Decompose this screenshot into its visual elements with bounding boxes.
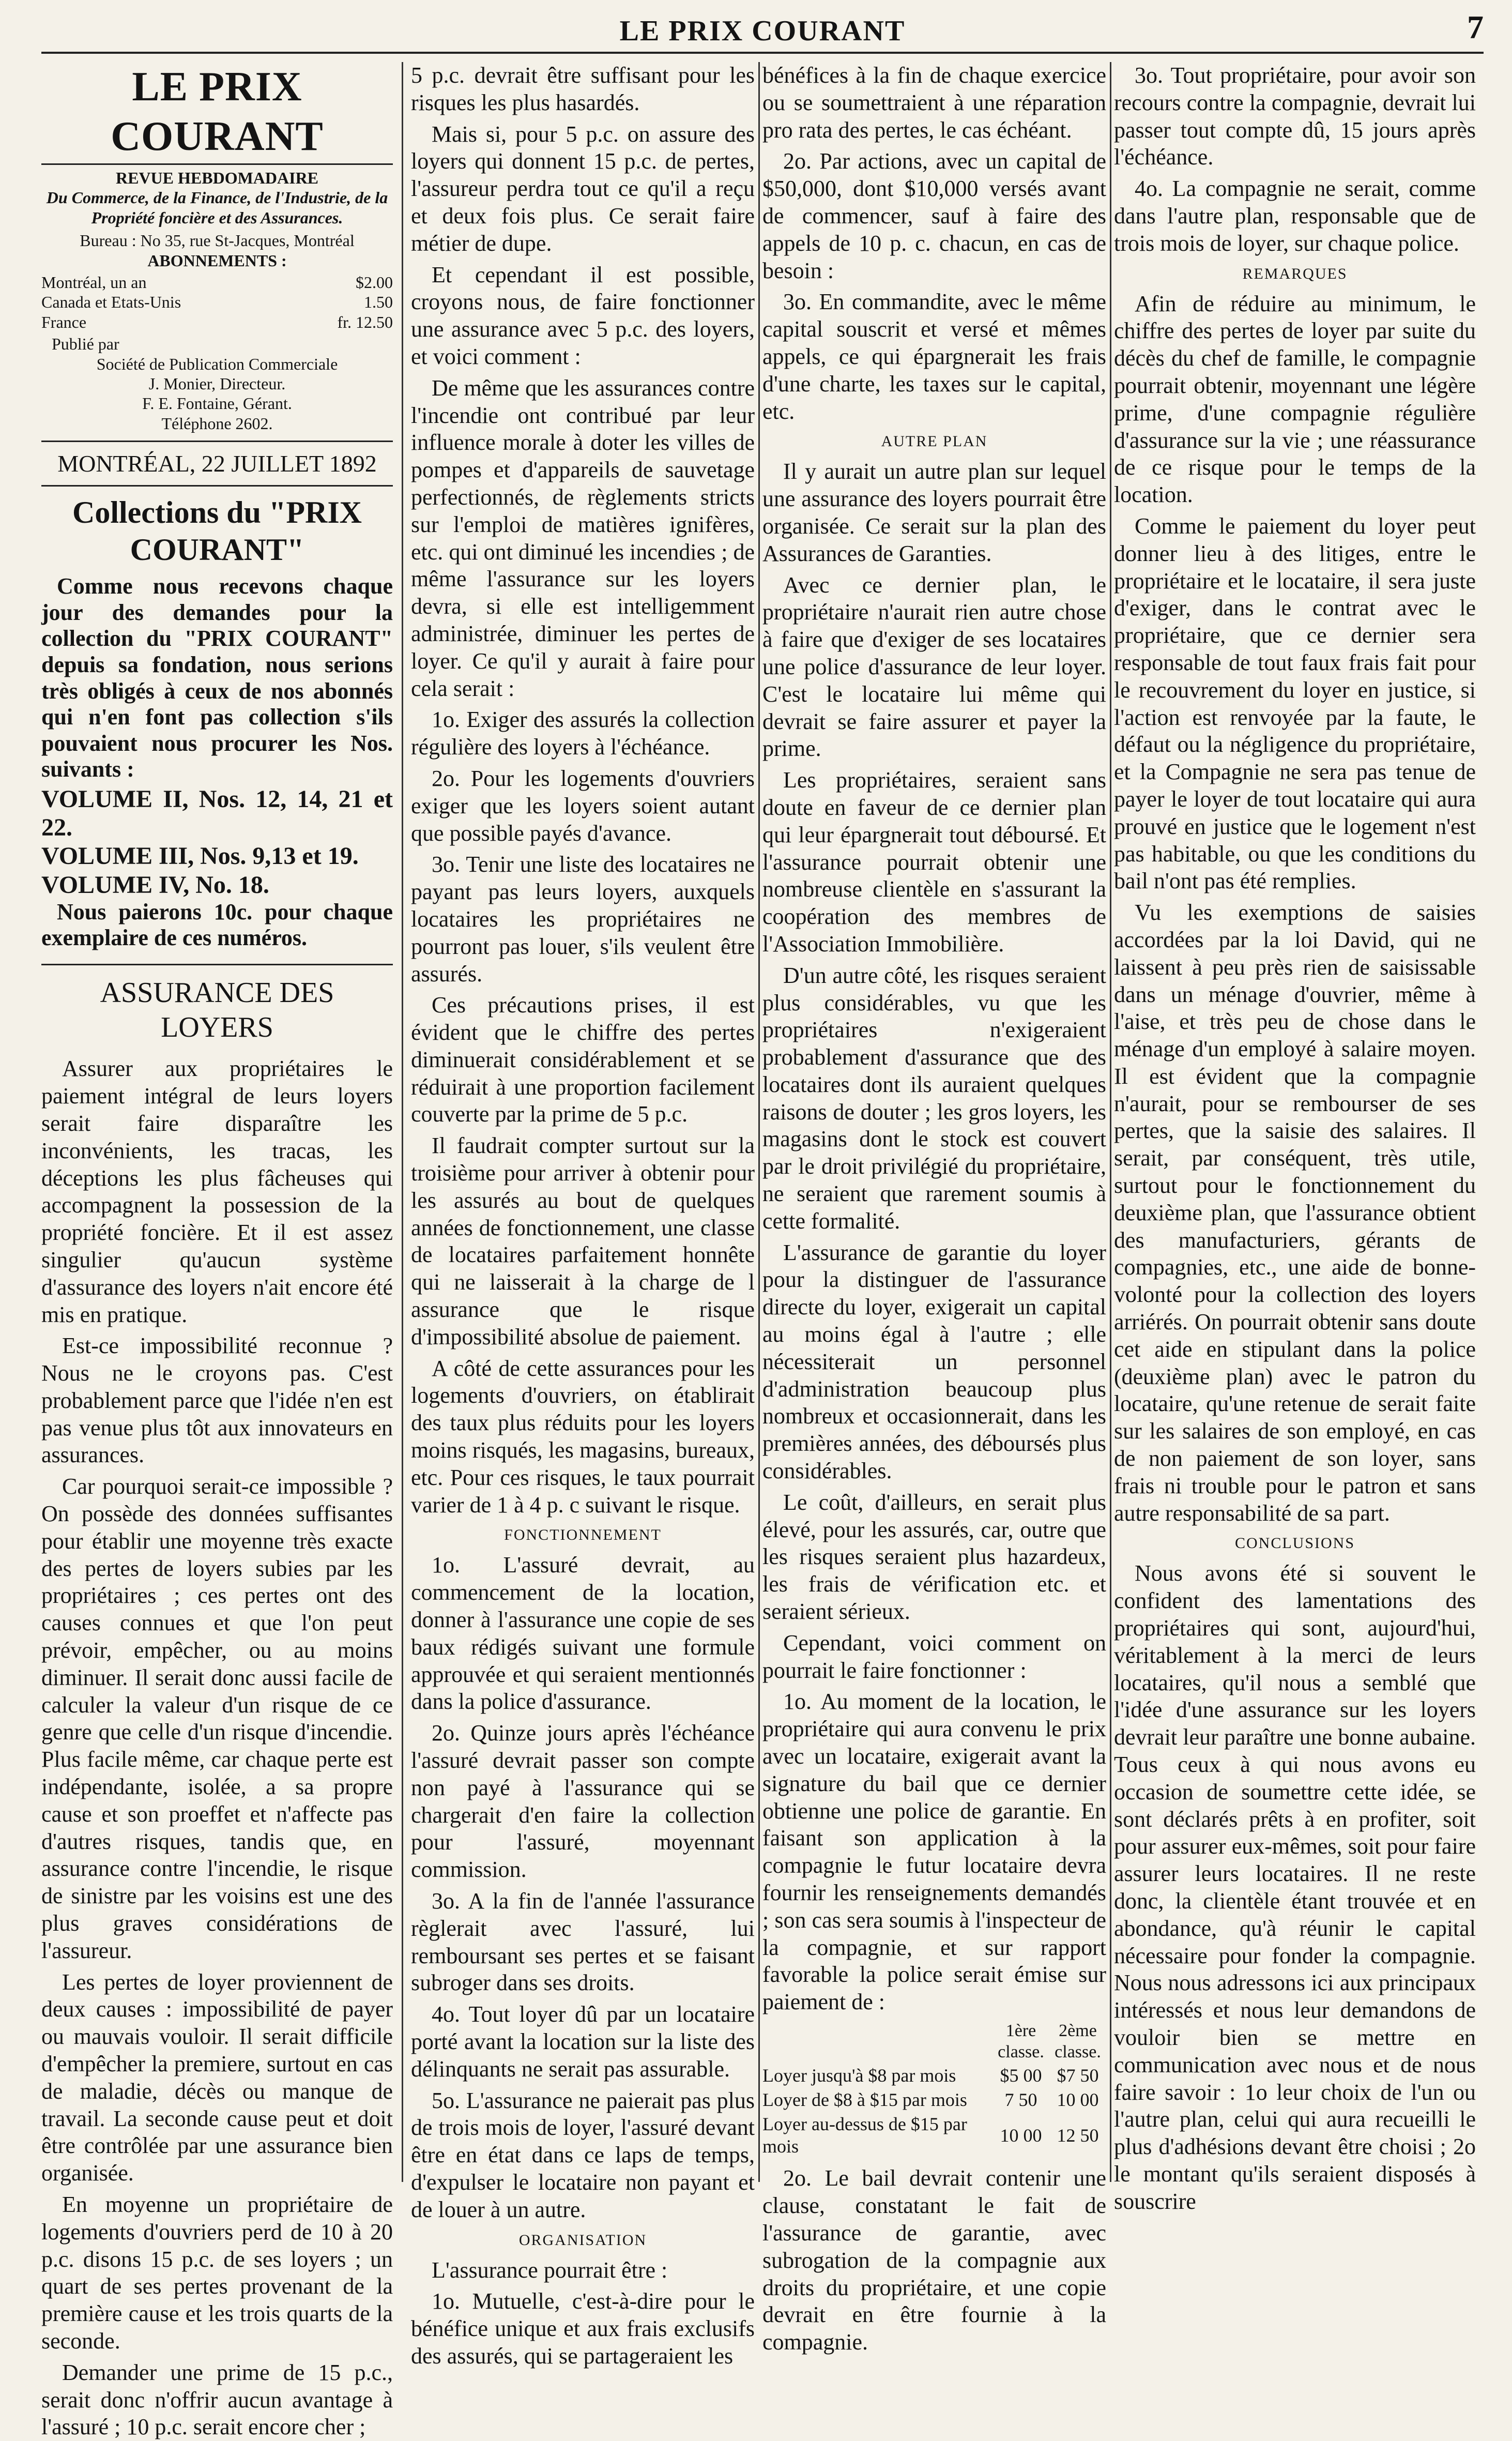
article-paragraph: Avec ce dernier plan, le propriétaire n'aurait rien autre chose à faire que d'exiger de ses locataires une police d'assurance de leur loyer. C'est le locataire lui même qui devrait se faire assurer et payer la prime. <box>762 572 1106 762</box>
subheading-conclusions: CONCLUSIONS <box>1234 1535 1355 1552</box>
page-number: 7 <box>1467 9 1484 46</box>
masthead-tagline: Du Commerce, de la Finance, de l'Industrie, de la Propriété foncière et des Assurances. <box>46 188 388 227</box>
article-paragraph: 2o. Pour les logements d'ouvriers exiger que les loyers soient autant que possible payés d'avance. <box>411 765 755 846</box>
article-paragraph: Mais si, pour 5 p.c. on assure des loyers qui donnent 15 p.c. de pertes, l'assureur perdra tout ce qu'il a reçu et deux fois plus. Ce serait faire métier de dupe. <box>411 121 755 256</box>
published-by: Publié par <box>52 335 119 354</box>
article-paragraph: 4o. La compagnie ne serait, comme dans l'autre plan, responsable que de trois mois de loyer, sur chaque police. <box>1114 176 1476 256</box>
article-paragraph: Le coût, d'ailleurs, en serait plus élevé, pour les assurés, car, outre que les risques seraient plus hazardeux, les frais de vérification etc. et seraient sérieux. <box>762 1489 1106 1625</box>
article-paragraph: Il faudrait compter surtout sur la troisième pour arriver à obtenir pour les assurés au bout de quelques années de fonctionnement, une classe de locataires parfaitement honnête qui ne laisserait à la charge de l assurance que le risque d'impossibilité absolue de paiement. <box>411 1133 755 1350</box>
article-paragraph: Est-ce impossibilité reconnue ? Nous ne le croyons pas. C'est probablement parce que l'idée n'en est pas venue plus tôt aux innovateurs en assurances. <box>41 1333 393 1468</box>
article-title: ASSURANCE DES LOYERS <box>41 964 393 1045</box>
rates-row: Loyer de $8 à $15 par mois 7 50 10 00 <box>762 2089 1099 2110</box>
article-paragraph: 5 p.c. devrait être suffisant pour les risques les plus hasardés. <box>411 63 755 115</box>
volume-2-list: VOLUME II, Nos. 12, 14, 21 et 22. <box>41 785 393 842</box>
subheading-remarques: REMARQUES <box>1242 265 1348 282</box>
subscription-row: Canada et Etats-Unis 1.50 <box>41 293 393 312</box>
article-paragraph: Vu les exemptions de saisies accordées par la loi David, qui ne laissent à peu près rien de saisissable dans un ménage d'ouvrier, même à l'aise, et très peu de chose dans le ménage d'un employé à salaire moyen. Il est évident que la compagnie n'aurait, pour se rembourser de ses pertes, que la saisie des salaires. Il serait, par conséquent, très utile, surtout pour le fonctionnement du deuxième plan, que l'assurance obtient des manufacturiers, gérants de compagnies, etc., une aide de bonne-volonté pour la collection des loyers arriérés. On pourrait obtenir sans doute cet aide en stipulant dans la police (deuxième plan) avec le patron du locataire, qu'une retenue de serait faite sur les salaires de son employé, en cas de non paiement de son loyer, sans frais ni trouble pour le patron et sans autre responsabilité de sa part. <box>1114 900 1476 1526</box>
masthead-subtitle: REVUE HEBDOMADAIRE <box>115 169 319 187</box>
collections-heading: Collections du "PRIX COURANT" <box>72 495 362 567</box>
bureau-address: Bureau : No 35, rue St-Jacques, Montréal <box>80 231 355 250</box>
subheading-autre-plan: AUTRE PLAN <box>881 433 988 450</box>
article-paragraph: D'un autre côté, les risques seraient plus considérables, vu que les propriétaires n'exigeraient probablement d'assurance que des locataires dont ils auraient quelques raisons de douter ; les gros loyers, les magasins dont le stock est couvert par le droit privilégié du propriétaire, ne seraient que rarement soumis à cette formalité. <box>762 962 1106 1234</box>
rates-header-row <box>762 2020 1106 2064</box>
rates-row: Loyer au-dessus de $15 par mois 10 00 12 50 <box>762 2113 1099 2157</box>
article-paragraph: Les pertes de loyer proviennent de deux causes : impossibilité de payer ou mauvais vouloir. Il serait difficile d'empêcher la premiere, surtout en cas de maladie, décès ou manque de travail. La seconde cause peut et doit être contrôlée par une assurance bien organisée. <box>41 1969 393 2186</box>
article-paragraph: En moyenne un propriétaire de logements d'ouvriers perd de 10 à 20 p.c. disons 15 p.c. de ses loyers ; un quart de ses pertes provenant de la première cause et les trois quarts de la seconde. <box>41 2192 393 2354</box>
article-paragraph: 4o. Tout loyer dû par un locataire porté avant la location sur la liste des délinquants ne serait pas assurable. <box>411 2002 755 2082</box>
column-divider <box>1110 62 1111 2182</box>
director-name: J. Monier, Directeur. <box>148 374 286 393</box>
volume-4-list: VOLUME IV, No. 18. <box>41 871 269 899</box>
column-divider <box>402 62 403 2182</box>
subscriptions-label: ABONNEMENTS : <box>147 251 287 270</box>
article-paragraph: L'assurance pourrait être : <box>432 2257 668 2283</box>
article-paragraph: 1o. Exiger des assurés la collection régulière des loyers à l'échéance. <box>411 707 755 760</box>
rates-header-first-class: 1ère classe. <box>998 2021 1044 2061</box>
subscription-row: Montréal, un an $2.00 <box>41 272 393 292</box>
running-title: LE PRIX COURANT <box>619 15 906 47</box>
subscription-row: France fr. 12.50 <box>41 312 393 331</box>
article-paragraph: 2o. Par actions, avec un capital de $50,000, dont $10,000 versés avant de commencer, sauf à faire des appels de 10 p. c. chacun, en cas de besoin : <box>762 148 1106 283</box>
article-paragraph: 1o. Mutuelle, c'est-à-dire pour le bénéfice unique et aux frais exclusifs des assurés, qui se partageraient les <box>411 2288 755 2369</box>
collections-notice: Comme nous recevons chaque jour des demandes pour la collection du "PRIX COURANT" depuis sa fondation, nous serions très obligés à ceux de nos abonnés qui n'en font pas collection s'ils pouvaient nous procurer les Nos. suivants : <box>41 573 393 782</box>
article-paragraph: 3o. Tenir une liste des locataires ne payant pas leurs loyers, auxquels locataires les propriétaires ne pourront pas louer, s'ils veulent être assurés. <box>411 852 755 987</box>
article-paragraph: Cependant, voici comment on pourrait le faire fonctionner : <box>762 1630 1106 1683</box>
publisher-name: Société de Publication Commerciale <box>96 354 338 373</box>
payment-notice: Nous paierons 10c. pour chaque exemplaire de ces numéros. <box>41 899 393 951</box>
column-2 <box>411 62 755 2369</box>
article-paragraph: Car pourquoi serait-ce impossible ? On possède des données suffisantes pour établir une moyenne très exacte des pertes de loyers subies par les propriétaires ; ces pertes ont des causes connues et que l'on peut prévoir, empêcher, ou au moins diminuer. Il serait donc aussi facile de calculer la valeur d'un risque de ce genre que celle d'un risque d'incendie. Plus facile même, car chaque perte est indépendante, isolée, a sa propre cause et son proeffet et n'affecte pas d'autres risques, tandis que, en assurance contre l'incendie, le risque de sinistre par les voisins est une des plus graves considérations de l'assureur. <box>41 1474 393 1963</box>
article-paragraph: 1o. L'assuré devrait, au commencement de la location, donner à l'assurance une copie de ses baux rédigés suivant une formule approuvée et qui seraient mentionnés dans la police d'assurance. <box>411 1552 755 1715</box>
article-paragraph: Demander une prime de 15 p.c., serait donc n'offrir aucun avantage à l'assuré ; 10 p.c. serait encore cher ; <box>41 2359 393 2440</box>
article-paragraph: De même que les assurances contre l'incendie ont contribué par leur influence morale à doter les villes de pompes et d'appareils de sauvetage perfectionnés, de règlements stricts sur l'emploi de matières ignifères, etc. qui ont diminué les incendies ; de même l'assurance sur les loyers devra, si elle est intelligemment administrée, diminuer les pertes de loyer. Ce qu'il y aurait à faire pour cela serait : <box>411 375 755 701</box>
article-paragraph: 5o. L'assurance ne paierait pas plus de trois mois de loyer, l'assuré devant être en état dans ce laps de temps, d'expulser le locataire non payant et de louer à un autre. <box>411 2087 755 2222</box>
article-paragraph: 2o. Le bail devrait contenir une clause, constatant le fait de l'assurance de garantie, avec subrogation de la compagnie aux droits du propriétaire, et une copie devrait en être fournie à la compagnie. <box>762 2165 1106 2355</box>
article-paragraph: Et cependant il est possible, croyons nous, de faire fonctionner une assurance avec 5 p.c. des loyers, et voici comment : <box>411 262 755 369</box>
volume-3-list: VOLUME III, Nos. 9,13 et 19. <box>41 842 359 870</box>
article-paragraph: Ces précautions prises, il est évident que le chiffre des pertes diminuerait considérablement et se réduirait à une proportion facilement couverte par la prime de 5 p.c. <box>411 992 755 1127</box>
subscriptions-table <box>41 272 393 332</box>
column-divider <box>758 62 760 2182</box>
article-paragraph: bénéfices à la fin de chaque exercice ou se soumettraient à une réparation pro rata des pertes, le cas échéant. <box>762 63 1106 143</box>
masthead-title: LE PRIX COURANT <box>41 62 393 165</box>
article-paragraph: Comme le paiement du loyer peut donner lieu à des litiges, entre le propriétaire et le locataire, il sera juste d'exiger, dans le contrat avec le propriétaire, que ce dernier sera responsable de tout faux frais fait pour le recouvrement du loyer en justice, si l'action est renvoyée par la faute, le défaut ou la négligence du propriétaire, et la Compagnie ne sera pas tenue de payer le loyer de tout locataire qui aura prouvé en justice que le logement n'est pas habitable, ou que les conditions du bail n'ont pas été remplies. <box>1114 513 1476 894</box>
subheading-organisation: ORGANISATION <box>518 2231 647 2249</box>
running-header <box>41 5 1484 54</box>
date-line: MONTRÉAL, 22 JUILLET 1892 <box>41 441 393 487</box>
article-paragraph: Les propriétaires, seraient sans doute en faveur de ce dernier plan qui leur épargnerait tout déboursé. Et l'assurance pourrait obtenir une nombreuse clientèle en s'assurant la coopération des membres de l'Association Immobilière. <box>762 767 1106 957</box>
article-paragraph: Nous avons été si souvent le confident des lamentations des propriétaires qui sont, aujourd'hui, véritablement à la merci de leurs locataires, qu'il nous a semblé que l'idée d'une assurance sur les loyers devrait leur paraître une bonne aubaine. Tous ceux à qui nous avons eu occasion de soumettre cette idée, se sont déclarés prêts à en profiter, soit pour assurer eux-mêmes, soit pour faire assurer leurs locataires. Il ne reste donc, la clientèle étant trouvée et en abondance, qu'à réunir le capital nécessaire pour fonder la compagnie. Nous nous adressons ici aux principaux intéressés et nous leur demandons de vouloir bien se mettre en communication avec nous et de nous faire savoir : 1o leur choix de l'un ou l'autre plan, celui qui aura recueilli le plus d'adhésions devant être choisi ; 2o le montant qu'ils seraient disposés à souscrire <box>1114 1560 1476 2214</box>
column-4 <box>1114 62 1476 2214</box>
article-paragraph: Afin de réduire au minimum, le chiffre des pertes de loyer par suite du décès du chef de famille, le compagnie pourrait obtenir, moyennant une légère prime, d'une compagnie régulière d'assurance sur la vie ; une réassurance de ce risque pour le temps de la location. <box>1114 291 1476 508</box>
article-paragraph: 1o. Au moment de la location, le propriétaire qui aura convenu le prix avec un locataire, exigerait avant la signature du bail que ce dernier obtienne une police de garantie. En faisant son application à la compagnie le futur locataire devra fournir les renseignements demandés ; son cas sera soumis à l'inspecteur de la compagnie, et sur rapport favorable la police serait émise sur paiement de : <box>762 1689 1106 2015</box>
phone-number: Téléphone 2602. <box>161 414 273 433</box>
rates-row: Loyer jusqu'à $8 par mois $5 00 $7 50 <box>762 2065 1099 2086</box>
article-paragraph: Assurer aux propriétaires le paiement intégral de leurs loyers serait faire disparaître les inconvénients, les tracas, les déceptions les plus fâcheuses qui accompagnent la possession de la propriété foncière. Et il est assez singulier qu'aucun système d'assurance des loyers n'ait encore été mis en pratique. <box>41 1056 393 1327</box>
article-paragraph: 3o. Tout propriétaire, pour avoir son recours contre la compagnie, devrait lui passer tout compte dû, 15 jours après l'échéance. <box>1114 63 1476 170</box>
rates-header-second-class: 2ème classe. <box>1055 2021 1101 2061</box>
subheading-fonctionnement: FONCTIONNEMENT <box>504 1526 662 1544</box>
column-3 <box>762 62 1106 2355</box>
article-paragraph: 3o. En commandite, avec le même capital souscrit et versé et mêmes appels, ce qui épargnerait les frais d'une charte, les taxes sur le capital, etc. <box>762 289 1106 424</box>
article-paragraph: Il y aurait un autre plan sur lequel une assurance des loyers pourrait être organisée. Ce serait sur la plan des Assurances de Garanties. <box>762 459 1106 566</box>
column-1 <box>41 62 393 2440</box>
article-paragraph: A côté de cette assurances pour les logements d'ouvriers, on établirait des taux plus réduits pour les loyers moins risqués, les magasins, bureaux, etc. Pour ces risques, le taux pourrait varier de 1 à 4 p. c suivant le risque. <box>411 1355 755 1518</box>
article-paragraph: 3o. A la fin de l'année l'assurance règlerait avec l'assuré, lui remboursant ses pertes et se faisant subroger dans ses droits. <box>411 1888 755 1996</box>
article-paragraph: 2o. Quinze jours après l'échéance l'assuré devrait passer son compte non payé à l'assurance qui se chargerait d'en faire la collection pour l'assuré, moyennant commission. <box>411 1720 755 1883</box>
rates-table <box>762 2020 1106 2159</box>
manager-name: F. E. Fontaine, Gérant. <box>142 394 292 413</box>
article-paragraph: L'assurance de garantie du loyer pour la distinguer de l'assurance directe du loyer, exigerait un capital au moins égal à l'autre ; elle nécessiterait un personnel d'administration beaucoup plus nombreux et occasionnerait, dans les premières années, des déboursés plus considérables. <box>762 1239 1106 1484</box>
